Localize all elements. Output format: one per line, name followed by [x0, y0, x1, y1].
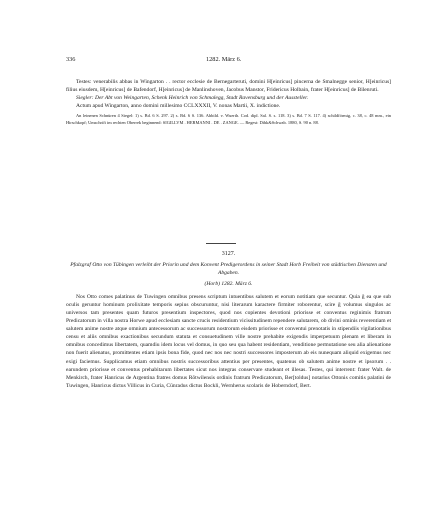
running-head	[66, 55, 391, 65]
document-entry	[66, 250, 391, 390]
sealers-note: Siegler: Der Abt von Weingarten, Schenk Heinrich von Schmalegg, Stadt Ravensburg und der Aussteller.	[76, 95, 309, 102]
regest-summary: Pfalzgraf Otto von Tübingen verleiht der Priorin und dem Konvent Predigerordens in seiner Stadt Horb Freiheit von städtischen Diensten und Abgaben.	[70, 262, 387, 277]
charter-text: Nos Otto comes palatinus de Tuwingen omnibus presens scriptum intuentibus salutem et eorum notitiam que secuntur. Quia ḡ ea que sub oculis geruntur hominum prolixitate temporis sepius obscuruntur, nisi literarum karactere firmiter roborentur, scire ḡ volumus singulos ac universos tam presentes quam futuros presentium inspectores, quod nos copientes devotioni priorisse et conventus reginimis fratrum Predicatorum in villa nostra Horwe apud ecclesiam sancte crucis residentium vicissitudinem rependere salutarem, ob divini ominis reverentiam et salutem anime nostre atque omnium antecessorum ac successorum nostrorum eisdem priorisse et conventui prenotatis in stipendiis vigilationibus censu et aliis omnibus exactionibus secundum statuta et consuetudinem ville nostre prehabite exigendis imperpetuum plenam et liberam in omnibus concedimus libertatem, quamdiu idem locus vel domus, in quo seu qua habent residentiam, venditione permutatione seu alia alienatione non fuerit alienatus, promittentes etiam ipsis bona fide, quod nec nos nec nostri successores imposterum ab eis nunequam aliquid exigemus nec exigi faciemus. Supplicamus etiam omnibus nostris successoribus attentius per presentes, quatenus ob salutem anime nostre et ipsorum . . earundem priorisse et conventus prehabitarum libertates sicut nos integras conservare studeant et illesas. Testes, qui interrent: frater Walt. de Menkirch, frater Hanricus de Argentina fratres domus Rōtwilensis ordinis fratrum Predicatorum, Ber[toldus] notarius Ottonis comitis palatini de Tuwingen, Hanricus dictus Villicus in Curia, Cūnradus dictus Bockli, Wernherus scolaris de Hoberndorf, Bert.	[66, 294, 391, 389]
previous-document-tail	[66, 78, 391, 126]
actum-clause: Actum apud Wingarton, anno domini millesimo CCLXXXII, V. nonas Martii, X. indictione.	[76, 103, 281, 110]
page-heading: 1282. März 6.	[206, 56, 242, 63]
separator-rule	[206, 243, 236, 244]
witness-list: Testes: venerabilis abbas in Wingarton . . rector ecclesie de Bernegarteruti, domini H[einricus] pincerna de Smalnegge senior, H[einricus] filius eiusdem, H[einricus] de Bafendorf, H[einricus] de Manlinshoven, Jacobus Manstor, Fridericus Holbain, frater H[einricus] de Bilenruti.	[66, 79, 391, 94]
seal-footnote: An leinenen Schnüren 4 Siegel: 1) s. Bd. 6 S. 297. 2) s. Bd. 6 S. 136. Abbild. v. Wuerth. Cod. dipl. Sal. S. s. 118. 3) s. Bd. 7 S. 117. 4) schildförmig, c. 38, c. 48 mm., ein Hirschkopf; Umschrift im rechten Oberrek beginnend: SIGILLVM . HERMANNI . DE . ZANGE. — Regest: Dibk&Schwab. 1880, S. 90 n. 88.	[66, 113, 391, 125]
place-date: (Horb) 1282. März 6.	[204, 281, 253, 288]
page-number: 336	[66, 56, 76, 63]
document-number: 3127.	[221, 251, 236, 257]
